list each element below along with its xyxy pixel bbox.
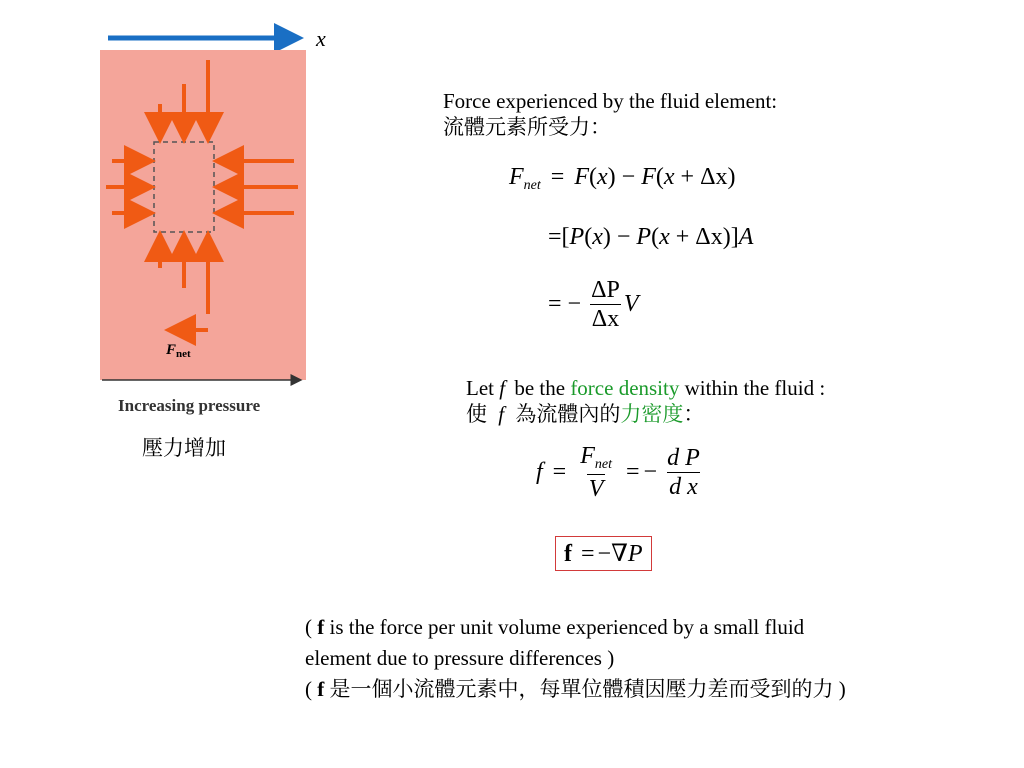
eq1-plus: +: [680, 164, 695, 190]
eq2-P2: P: [636, 224, 652, 250]
eq2-dx: Δx: [695, 224, 723, 250]
eq1-F1: F: [574, 164, 589, 190]
boxed-eq: =: [581, 541, 595, 567]
density-f: f: [499, 376, 506, 400]
eq1-x2: x: [663, 164, 675, 190]
explanation-line2: element due to pressure differences ): [305, 646, 615, 670]
explanation-line3: [305, 674, 846, 705]
density-zh-pre: 使: [466, 402, 487, 426]
eq4-num1: $F_{net}$: [580, 443, 612, 472]
pressure-diagram: [96, 20, 336, 460]
force-heading-line1: Force experienced by the fluid element:: [443, 89, 778, 113]
diagram-caption: Increasing pressure: [118, 396, 261, 415]
eq4-f: f: [536, 459, 543, 485]
pressure-diagram-graphic: [96, 20, 336, 420]
eq4-den1: V: [588, 476, 604, 502]
eq3-V: V: [623, 291, 639, 317]
density-post: within the fluid :: [684, 376, 826, 400]
eq3-den: Δx: [591, 306, 620, 332]
eq1-F2: F: [641, 164, 656, 190]
eq4-frac2: [665, 444, 702, 501]
eq1-equals: =: [550, 164, 565, 190]
explanation: [305, 612, 846, 705]
expl-zh-paren-open: (: [305, 677, 312, 701]
axis-label: x: [316, 26, 326, 51]
density-line1: [466, 375, 825, 401]
eq4-frac1: [578, 442, 614, 503]
eq1-sub: net: [523, 178, 541, 193]
eq2-A: A: [738, 224, 754, 250]
eq2-x2: x: [659, 224, 670, 250]
eq2-plus: +: [675, 224, 690, 250]
density-term: force density: [570, 376, 680, 400]
equation-density: [536, 442, 704, 503]
boxed-equation: [555, 536, 652, 571]
eq1-F: F: [509, 164, 524, 190]
force-heading: [443, 88, 777, 140]
eq1-dx: Δx: [700, 164, 728, 190]
boxed-f: f: [564, 541, 572, 567]
eq1-x: x: [597, 164, 608, 190]
eq4-eq2: =: [626, 459, 640, 485]
density-line2: [466, 401, 825, 427]
eq3-fraction: [589, 276, 622, 333]
diagram-caption-zh: 壓力增加: [142, 436, 226, 460]
eq4-eq1: =: [552, 459, 567, 485]
density-let: Let: [466, 376, 494, 400]
equation-pressure: =[P(x) − P(x + Δx)]A: [548, 224, 754, 250]
density-zh-post: ：: [683, 402, 705, 426]
boxed-P: P: [627, 541, 643, 567]
density-zh-f: f: [498, 402, 505, 426]
eq2-x: x: [592, 224, 603, 250]
fnet-main: F: [166, 342, 177, 358]
eq4-den2: d x: [669, 474, 698, 500]
expl-zh-text: 是一個小流體元素中，每單位體積因壓力差而受到的力 ): [329, 677, 846, 701]
explanation-line1: [305, 612, 846, 643]
force-heading-line2: 流體元素所受力：: [443, 115, 611, 139]
eq3-equals: =: [548, 291, 562, 317]
fnet-label: [166, 342, 191, 359]
expl-line1-text: is the force per unit volume experienced by a small fluid: [329, 615, 805, 639]
equation-fnet: $F_{net} = F(x) - F(x + \Delta x)$: [509, 164, 736, 193]
fnet-sub: net: [176, 348, 191, 360]
eq1-minus: −: [621, 164, 636, 190]
eq2-equals: =: [548, 224, 562, 250]
expl-paren-open: (: [305, 615, 312, 639]
equation-gradient: [548, 276, 639, 333]
eq2-P1: P: [569, 224, 585, 250]
eq3-minus: −: [567, 291, 582, 317]
boxed-rhs: −∇: [597, 541, 628, 567]
expl-zh-f: f: [317, 677, 325, 701]
eq4-minus: −: [643, 459, 658, 485]
density-mid: be the: [514, 376, 566, 400]
expl-f: f: [317, 615, 325, 639]
eq3-num: ΔP: [591, 277, 620, 303]
density-zh-mid: 為流體內的: [515, 402, 621, 426]
eq4-num2: d P: [667, 445, 700, 471]
force-density-intro: [466, 375, 825, 427]
density-zh-term: 力密度: [620, 402, 684, 426]
eq2-minus: −: [616, 224, 631, 250]
